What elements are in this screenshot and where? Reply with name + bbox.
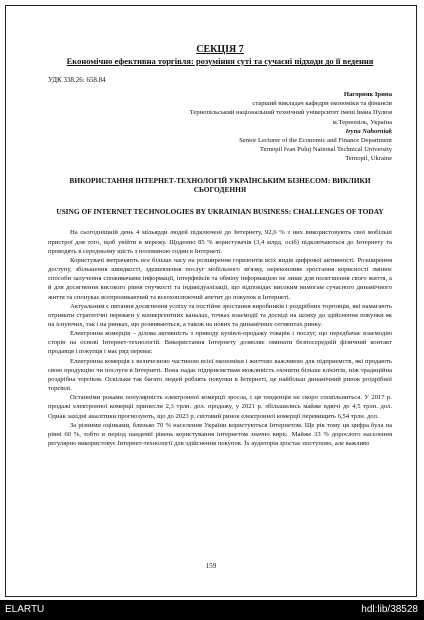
author-name-en: Iryna Nahorniak: [345, 127, 392, 135]
page-content: [48, 44, 392, 448]
paragraph: Користувачі витрачають все більше часу на розширення горизонтів всіх видів цифрової активності. Розширення доступу, збільшення швидкості, здешевлення послуг мобільного зв'язку, переконливе зростання корисності змінює способи залучення споживачами інформації, інтерфейсів та обміну інформацією не лише для полегшення свого життя, а й для досягнення високого рівня гнучкості та індивідуалізації, що відповідає високим вимогам сучасного динамічного життя та спонукає всепроникаючий та всеохоплюючий апетит до покупок в Інтернеті.: [48, 256, 392, 301]
paragraph: За різними оцінками, близько 70 % населення України користуються Інтернетом. Ще рік тому ця цифра була на рівні 60 %, тобто в період пандемії рівень користування інтернетом значно виріс. Майже 33 % дорослого населення регулярно використовує Інтернет-технології для здійснення покупок. Їх аудиторія зростає поступово, але важливо: [48, 421, 392, 447]
paragraph: Електронна комерція – ділова активність з приводу купівлі-продажу товарів і послуг, що передбачає взаємодію сторін на основі Інтернет-технологій. Використання Інтернету дозволяє оминати безпосередній фізичний контакт продавця і покупця і має ряд переваг.: [48, 330, 392, 356]
author-affiliation-en: Ternopil Ivan Puluj National Technical University: [259, 146, 392, 154]
repository-name: ELARTU: [5, 604, 45, 615]
section-subtitle: Економічно ефективна торгівля: розуміння суті та сучасні підходи до її ведення: [66, 56, 374, 66]
author-city-ua: м.Тернопіль, Україна: [332, 118, 392, 126]
page-number: 159: [205, 562, 217, 570]
handle-id: hdl:lib/38528: [361, 604, 418, 615]
paragraph: Останніми роками популярність електронної комерції зросла, і ця тенденція не скоро сповільниться. У 2017 р. продажі електронної комерції принесли 2,3 трлн. дол. продажу, у 2021 р. збільшились майже вдвічі до 4,5 трлн. дол. Однак західні аналітики прогнозують, що до 2023 р. світовий ринок електронної комерції перевищить 6,54 трлн. дол.: [48, 394, 392, 420]
article-title-ua: ВИКОРИСТАННЯ ІНТЕРНЕТ-ТЕХНОЛОГІЙ УКРАЇНСЬКИМ БІЗНЕСОМ: ВИКЛИКИ СЬОГОДЕННЯ: [69, 175, 371, 195]
udk-code: УДК 338.26: 658.84: [48, 76, 106, 84]
paragraph: Електронна комерція є величезною частиною всієї економіки і життєво важливою для підприємств, які продають свою продукцію чи послуги в Інтернеті. Вона надає підприємствам можливість охопити більше клієнтів, ніж традиційна роздрібна торгівля. Оскільки так багато людей роблять покупки в Інтернеті, це найбільш динамічний ринок роздрібної торгівлі.: [48, 357, 392, 393]
author-name-ua: Нагорняк Ірина: [343, 91, 392, 98]
paper-page: [5, 5, 417, 597]
article-body: [48, 228, 392, 448]
article-title-en: USING OF INTERNET TECHNOLOGIES BY UKRAINIAN BUSINESS: CHALLENGES OF TODAY: [56, 206, 384, 216]
author-position-ua: старший викладач кафедри економіки та фінансів: [252, 100, 392, 108]
author-city-en: Ternopil, Ukraine: [345, 155, 392, 163]
author-block: [48, 90, 392, 164]
paragraph: На сьогоднішній день 4 мільярди людей підключені до Інтернету, 92,6 % з них використовують свої мобільні пристрої для того, щоб увійти в мережу. Щоденно 85 % користувачів (3,4 млрд. осіб) підключаються до Інтернету та проводять в середньому шість з половиною годин в Інтернеті.: [48, 229, 392, 255]
author-affiliation-ua: Тернопільський національний технічний університет імені Івана Пулюя: [189, 109, 392, 117]
repository-footer: [0, 600, 424, 620]
section-title: СЕКЦІЯ 7: [196, 44, 244, 55]
author-position-en: Senior Lecturer of the Economic and Finance Department: [239, 137, 392, 145]
paragraph: Актуальним є питання досягнення успіху та постійне зростання виробників і роздрібних торговців, які намагають отримати стратегічні переваги у конвергентних каналах, точках взаємодії та досвіді на шляху до здійснення покупки як на існуючих, так і на ринках, що розвиваються, а також на нових та динамічних сегментах ринку.: [48, 302, 392, 328]
